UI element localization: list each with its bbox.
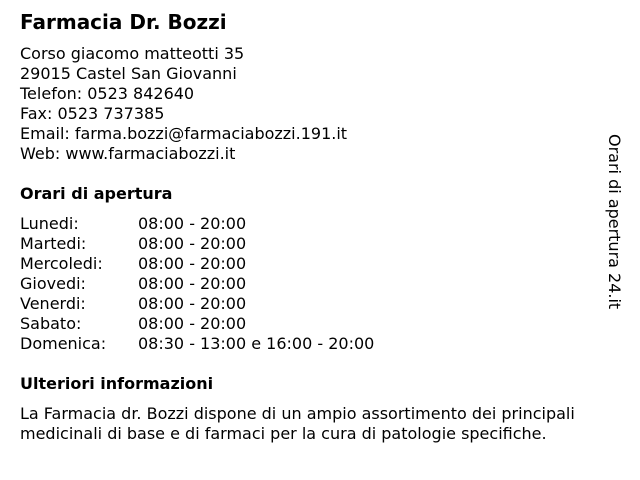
hours-day: Domenica: [20,334,107,353]
hours-day: Martedi: [20,234,87,253]
pharmacy-description: La Farmacia dr. Bozzi dispone di un ampio assortimento dei principali medicinali di base e di farmaci per la cura di patologie specifiche. [20,404,575,443]
hours-time: 08:00 - 20:00 [138,294,247,313]
hours-day: Lunedi: [20,214,79,233]
hours-time: 08:00 - 20:00 [138,274,247,293]
hours-day: Giovedi: [20,274,86,293]
hours-day: Mercoledi: [20,254,103,273]
hours-time: 08:00 - 20:00 [138,234,247,253]
hours-day: Sabato: [20,314,82,333]
website-address: Web: www.farmaciabozzi.it [20,144,236,163]
hours-time: 08:00 - 20:00 [138,254,247,273]
fax-number: Fax: 0523 737385 [20,104,165,123]
address-street: Corso giacomo matteotti 35 [20,44,245,63]
site-watermark-text: Orari di apertura 24.it [605,134,624,310]
hours-day: Venerdi: [20,294,86,313]
phone-number: Telefon: 0523 842640 [20,84,195,103]
email-address: Email: farma.bozzi@farmaciabozzi.191.it [20,124,348,143]
hours-time: 08:00 - 20:00 [138,314,247,333]
contact-block [20,44,347,164]
pharmacy-name: Farmacia Dr. Bozzi [20,10,227,34]
more-info-heading: Ulteriori informazioni [20,374,214,393]
site-watermark [605,134,636,310]
address-city: 29015 Castel San Giovanni [20,64,237,83]
hours-time: 08:30 - 13:00 e 16:00 - 20:00 [138,334,375,353]
opening-hours-heading: Orari di apertura [20,184,173,203]
hours-time: 08:00 - 20:00 [138,214,247,233]
